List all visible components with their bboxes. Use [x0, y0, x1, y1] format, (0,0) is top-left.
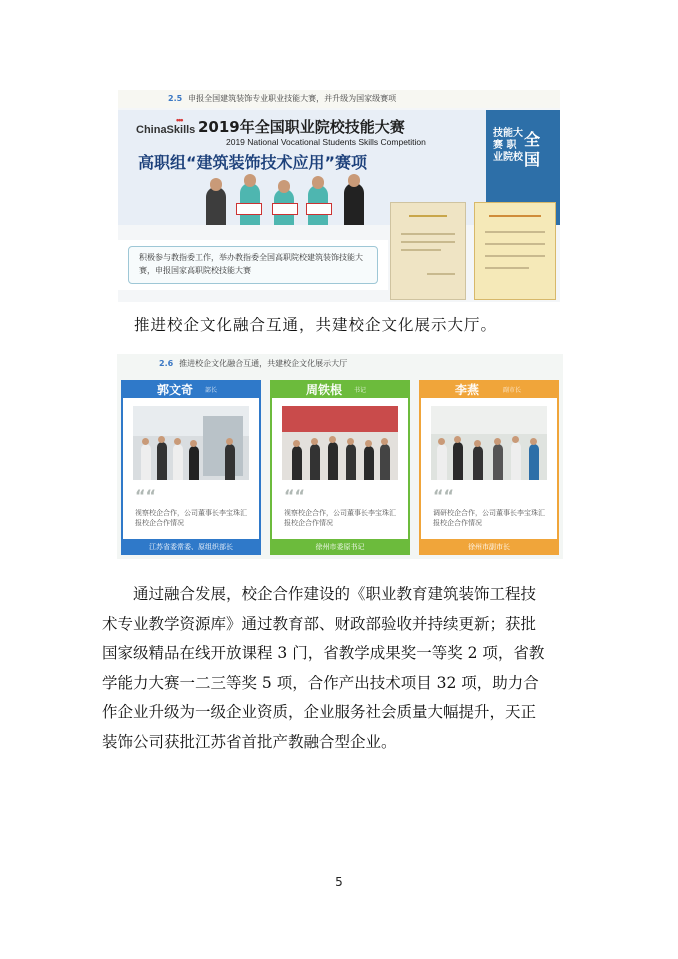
figure-caption: 2.6 推进校企文化融合互通，共建校企文化展示大厅 — [159, 359, 348, 368]
winners-photo — [196, 172, 396, 225]
leader-name: 周铁根 — [306, 383, 343, 397]
figure-caption: 2.5 申报全国建筑装饰专业职业技能大赛，并升级为国家级赛项 — [118, 90, 560, 108]
paragraph-line: 作企业升级为一级企业资质，企业服务社会质量大幅提升，天正 — [102, 703, 537, 722]
leader-card — [121, 380, 261, 555]
paragraph-line: 术专业教学资源库》通过教育部、财政部验收并持续更新；获批 — [102, 614, 537, 633]
card-footer: 江苏省委常委、原组织部长 — [121, 539, 261, 555]
card-header — [121, 380, 261, 398]
banner-title-en: 2019 National Vocational Students Skills Competition — [226, 137, 426, 147]
leader-role: 副市长 — [503, 387, 522, 394]
certificate-image — [474, 202, 556, 300]
note-box — [118, 240, 388, 290]
leader-role: 部长 — [205, 387, 218, 394]
chinaskills-logo: ••• ChinaSkills — [136, 115, 196, 136]
card-header — [419, 380, 559, 398]
card-footer: 徐州市副市长 — [419, 539, 559, 555]
leader-card — [270, 380, 410, 555]
page-number: 5 — [335, 875, 343, 889]
paragraph-line: 装饰公司获批江苏省首批产教融合型企业。 — [102, 732, 397, 751]
card-footer: 徐州市委原书记 — [270, 539, 410, 555]
badge-vertical-text: 技能大赛 职业院校 — [493, 128, 523, 163]
leader-role: 书记 — [354, 387, 367, 394]
figure-culture-hall — [117, 354, 563, 559]
visit-photo — [431, 406, 547, 480]
leader-card — [419, 380, 559, 555]
visit-photo — [282, 406, 398, 480]
body-paragraph — [102, 580, 582, 758]
section-sentence: 推进校企文化融合互通，共建校企文化展示大厅。 — [134, 316, 498, 334]
badge-big-text: 全国 — [524, 130, 541, 169]
paragraph-line: 学能力大赛一二三等奖 5 项，合作产出技术项目 32 项，助力合 — [102, 673, 539, 692]
note-text: 积极参与教指委工作，举办教指委全国高职院校建筑装饰技能大赛，申报国家高职院校技能大赛 — [128, 246, 378, 284]
certificate-image — [390, 202, 466, 300]
card-description: 视察校企合作，公司董事长李宝珠汇报校企合作情况 — [284, 509, 396, 527]
card-description: 视察校企合作，公司董事长李宝珠汇报校企合作情况 — [135, 509, 247, 527]
banner-subtitle: 高职组“建筑装饰技术应用”赛项 — [138, 153, 368, 172]
quote-icon: ““ — [135, 486, 157, 505]
paragraph-line: 国家级精品在线开放课程 3 门，省教学成果奖一等奖 2 项，省教 — [102, 644, 545, 663]
leader-name: 郭文奇 — [157, 383, 194, 397]
paragraph-line: 通过融合发展，校企合作建设的《职业教育建筑装饰工程技 — [133, 585, 537, 603]
card-header — [270, 380, 410, 398]
figure-skills-competition — [118, 90, 560, 302]
quote-icon: ““ — [433, 486, 455, 505]
card-description: 调研校企合作，公司董事长李宝珠汇报校企合作情况 — [433, 509, 545, 527]
visit-photo — [133, 406, 249, 480]
quote-icon: ““ — [284, 486, 306, 505]
leader-name: 李燕 — [455, 383, 480, 397]
banner-title: 2019年全国职业院校技能大赛 — [198, 118, 405, 136]
